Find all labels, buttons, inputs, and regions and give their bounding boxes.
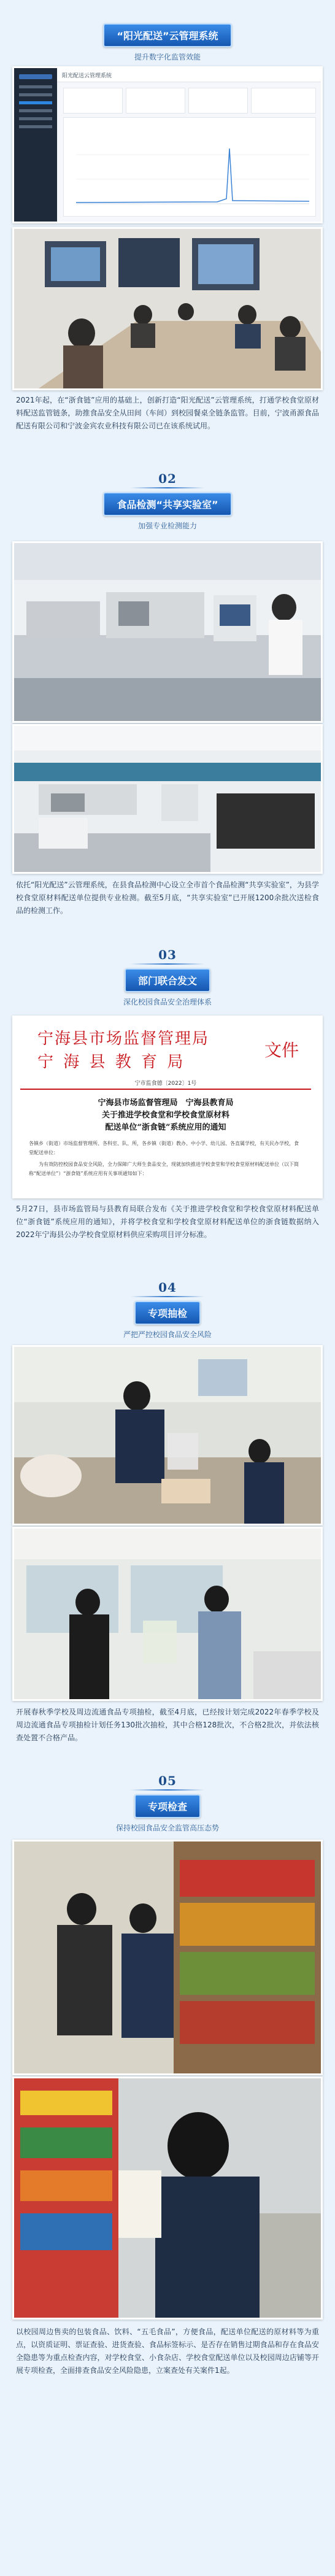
doc-header-line2: 宁 海 县 教 育 局: [37, 1053, 186, 1071]
stat-card: [188, 88, 248, 114]
doc-title-line1: 宁海县市场监督管理局 宁海县教育局: [98, 1098, 234, 1108]
section3-subtitle: 深化校园食品安全治理体系: [123, 998, 212, 1006]
section4-number: 04: [158, 1280, 177, 1295]
section4-header: [0, 1280, 335, 1340]
section3-paragraph: 5月27日，县市场监管局与县教育局联合发布《关于推进学校食堂和学校食堂原材料配送单位“浙食链”系统应用的通知》，并将学校食堂和学校食堂原材料配送单位的浙食链数据纳入2022年宁海县公办学校食堂原材料供应采购项目评分标准。: [16, 1205, 319, 1239]
doc-red-rule: [20, 1089, 311, 1090]
section1-title-tag: “阳光配送”云管理系统: [103, 23, 231, 47]
shop-shelves-illustration: [14, 1841, 321, 2073]
section4-title-tag: 专项抽检: [134, 1301, 201, 1325]
section2-number: 02: [158, 471, 177, 486]
doc-header-suffix: 文件: [264, 1040, 299, 1060]
section2-title-tag: 食品检测“共享实验室”: [103, 492, 231, 516]
lab-room-illustration: [14, 726, 321, 872]
doc-body-line1: 各镇乡（街道）市场监督管理所、各科室、队、所，各乡镇（街道）教办、中小学、幼儿园、各直属学校，有关民办学校，食堂配送单位：: [29, 1141, 299, 1155]
section2-subtitle: 加强专业检测能力: [137, 522, 197, 530]
section3-title-tag: 部门联合发文: [125, 968, 210, 992]
sampling-illustration: [14, 1347, 321, 1524]
product-check-illustration: [14, 2078, 321, 2318]
section4-subtitle: 严把严控校园食品安全风险: [123, 1330, 212, 1339]
doc-body-line2: 为有效防控校园食品安全风险，全力保障广大师生食品安全，现就加快推进学校食堂和学校食堂原材料配送单位（以下简称“配送单位”）“浙食链”系统应用有关事项通知如下：: [29, 1162, 299, 1176]
meeting-illustration: [14, 229, 321, 388]
section5-title-tag: 专项检查: [134, 1794, 201, 1818]
section5-header: [0, 1773, 335, 1833]
stat-card: [251, 88, 316, 114]
section5-number: 05: [158, 1773, 177, 1788]
doc-header-line1: 宁海县市场监督管理局: [37, 1030, 210, 1048]
section1-subtitle: 提升数字化监管效能: [134, 53, 201, 61]
section4-paragraph: 开展春秋季学校及周边流通食品专项抽检，截至4月底，已经按计划完成2022年春季学校及周边流通食品专项抽检计划任务130批次抽检，其中合格128批次，不合格2批次，并依法核查处置不合格产品。: [16, 1708, 319, 1742]
section3-header: [0, 947, 335, 1007]
inspection-photo-2: [12, 1527, 323, 1701]
doc-title-line2: 关于推进学校食堂和学校食堂原材料: [101, 1111, 229, 1120]
lab-photo-2: [12, 724, 323, 874]
dashboard-chart-panel: [63, 117, 316, 217]
section2-header: [0, 471, 335, 531]
dashboard-topbar: [57, 68, 321, 82]
product-check-photo: [12, 2077, 323, 2320]
doc-title-line3: 配送单位“浙食链”系统应用的通知: [105, 1123, 226, 1132]
stat-card: [126, 88, 185, 114]
inspection-photo-1: [12, 1345, 323, 1525]
section2-paragraph: 依托“阳光配送”云管理系统，在县食品检测中心设立全市首个食品检测“共享实验室”，为县学校食堂原材料配送单位提供专业检测。截至5月底，“共享实验室”已开展1200余批次送检食品的检测工作。: [16, 881, 319, 915]
section5-paragraph: 以校园周边售卖的包装食品、饮料、“五毛食品”，方便食品，配送单位配送的原材料等为重点，以资质证明、票证查验、进货查验、食品标签标示、是否存在销售过期食品和存在食品安全隐患等为重点检查内容，对学校食堂、小食杂店、学校食堂配送单位以及校园周边店铺等开展专项检查，全面排查食品安全风险隐患，立案查处有关案件1起。: [16, 2327, 319, 2375]
stat-card: [63, 88, 123, 114]
shop-inspection-photo: [12, 1840, 323, 2075]
official-document: [12, 1016, 323, 1198]
dashboard-header-text: 阳光配送云管理系统: [62, 73, 112, 79]
dashboard-screenshot: [12, 66, 323, 223]
lab-photo-1: [12, 541, 323, 723]
section3-number: 03: [158, 947, 177, 962]
section5-subtitle: 保持校园食品安全监管高压态势: [115, 1824, 219, 1832]
store-inspection-illustration: [14, 1529, 321, 1699]
doc-number: 宁市监食德〔2022〕1号: [134, 1081, 197, 1087]
dashboard-sidebar: [14, 68, 57, 222]
meeting-photo: [12, 227, 323, 390]
lab-illustration: [14, 543, 321, 721]
section1-paragraph: 2021年起，在“浙食链”应用的基础上，创新打造“阳光配送”云管理系统，打通学校食堂原材料配送监管链条，助推食品安全从田间（车间）到校园餐桌全链条监管。目前，宁波甬源食品配送有限公司和宁波金宾农业科技有限公司已在该系统试用。: [16, 396, 319, 430]
section1-header: [0, 23, 335, 62]
